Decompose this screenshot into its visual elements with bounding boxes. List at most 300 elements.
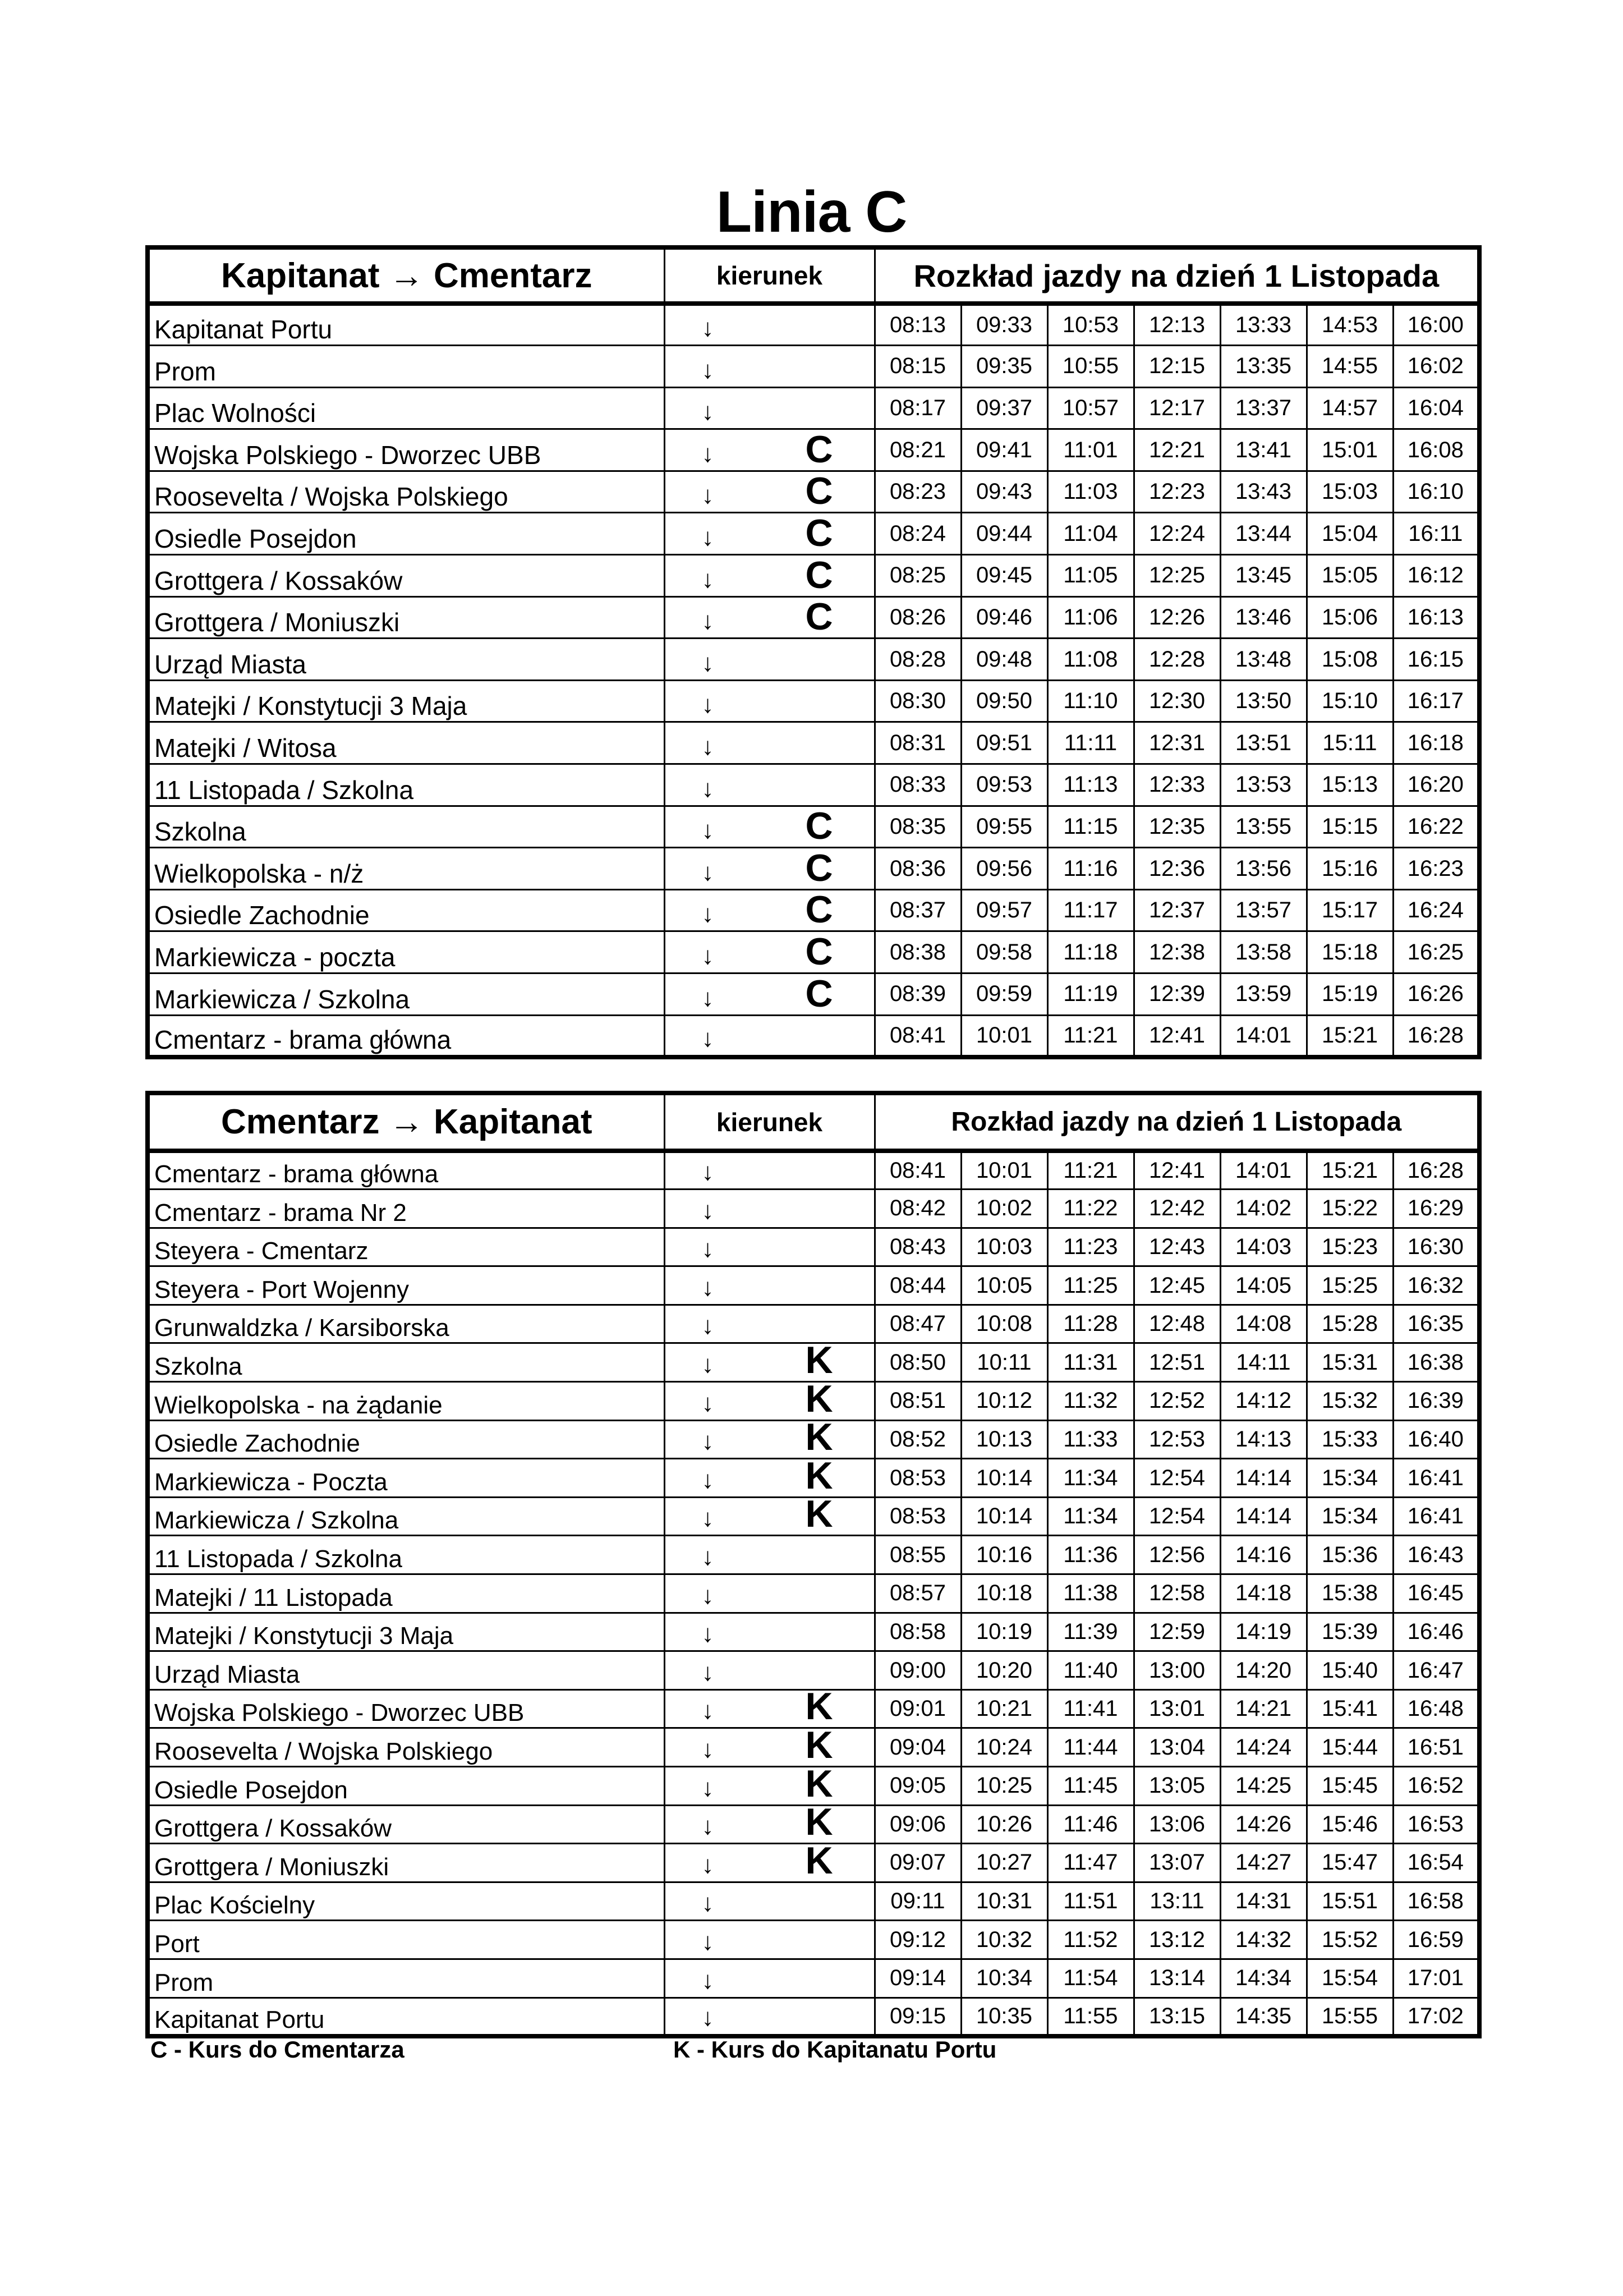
direction-cell [664, 1728, 875, 1767]
departure-time: 13:53 [1220, 764, 1307, 806]
departure-time: 10:14 [961, 1497, 1047, 1536]
departure-time: 13:59 [1220, 973, 1307, 1016]
departure-time: 16:59 [1393, 1921, 1479, 1959]
departure-time: 14:55 [1307, 346, 1393, 388]
departure-time: 15:22 [1307, 1190, 1393, 1228]
departure-time: 10:25 [961, 1767, 1047, 1806]
departure-time: 16:20 [1393, 764, 1479, 806]
departure-time: 11:19 [1047, 973, 1134, 1016]
arrow-down-icon: ↓ [701, 1774, 714, 1802]
departure-time: 14:14 [1220, 1459, 1307, 1498]
stop-row [148, 1844, 1479, 1882]
departure-time: 10:32 [961, 1921, 1047, 1959]
departure-time: 11:21 [1047, 1151, 1134, 1190]
departure-time: 15:21 [1307, 1015, 1393, 1057]
departure-time: 11:34 [1047, 1497, 1134, 1536]
departure-time: 13:33 [1220, 304, 1307, 346]
departure-time: 09:07 [875, 1844, 961, 1882]
direction-cell [664, 1651, 875, 1690]
departure-time: 09:15 [875, 1997, 961, 2036]
departure-time: 10:12 [961, 1382, 1047, 1421]
departure-time: 11:40 [1047, 1651, 1134, 1690]
stop-name: Grottgera / Kossaków [148, 1805, 664, 1844]
departure-time: 10:11 [961, 1343, 1047, 1382]
timetable-cmentarz-to-kapitanat [145, 1091, 1482, 2038]
departure-time: 14:27 [1220, 1844, 1307, 1882]
stop-row [148, 1805, 1479, 1844]
departure-time: 12:54 [1134, 1497, 1220, 1536]
stop-row [148, 680, 1479, 722]
departure-time: 08:28 [875, 639, 961, 681]
departure-time: 15:54 [1307, 1959, 1393, 1997]
route-mark: C [805, 554, 833, 596]
departure-time: 11:38 [1047, 1574, 1134, 1613]
departure-time: 12:58 [1134, 1574, 1220, 1613]
stop-row [148, 639, 1479, 681]
stop-name: Prom [148, 346, 664, 388]
departure-time: 16:11 [1393, 513, 1479, 555]
schedule-header: Rozkład jazdy na dzień 1 Listopada [875, 1093, 1479, 1151]
departure-time: 15:01 [1307, 429, 1393, 471]
departure-time: 13:07 [1134, 1844, 1220, 1882]
departure-time: 15:16 [1307, 848, 1393, 890]
direction-cell [664, 304, 875, 346]
departure-time: 12:33 [1134, 764, 1220, 806]
departure-time: 13:43 [1220, 471, 1307, 513]
departure-time: 16:45 [1393, 1574, 1479, 1613]
departure-time: 12:41 [1134, 1151, 1220, 1190]
departure-time: 15:45 [1307, 1767, 1393, 1806]
arrow-down-icon: ↓ [701, 942, 714, 970]
route-mark: C [805, 889, 833, 931]
route-header: Cmentarz → Kapitanat [148, 1093, 664, 1151]
direction-cell [664, 639, 875, 681]
table-header-row [148, 247, 1479, 304]
departure-time: 12:26 [1134, 596, 1220, 639]
stop-name: Grottgera / Kossaków [148, 555, 664, 597]
departure-time: 08:53 [875, 1497, 961, 1536]
departure-time: 10:08 [961, 1305, 1047, 1343]
stop-row [148, 764, 1479, 806]
direction-cell [664, 1343, 875, 1382]
schedule-header: Rozkład jazdy na dzień 1 Listopada [875, 247, 1479, 304]
direction-cell [664, 1921, 875, 1959]
stop-row [148, 806, 1479, 848]
stop-row [148, 1305, 1479, 1343]
departure-time: 12:21 [1134, 429, 1220, 471]
stop-row [148, 1382, 1479, 1421]
departure-time: 16:48 [1393, 1689, 1479, 1728]
departure-time: 14:26 [1220, 1805, 1307, 1844]
departure-time: 08:23 [875, 471, 961, 513]
stop-row [148, 1459, 1479, 1498]
departure-time: 11:16 [1047, 848, 1134, 890]
departure-time: 16:38 [1393, 1343, 1479, 1382]
departure-time: 15:31 [1307, 1343, 1393, 1382]
departure-time: 15:25 [1307, 1266, 1393, 1305]
arrow-down-icon: ↓ [701, 439, 714, 467]
direction-cell [664, 346, 875, 388]
stop-name: Cmentarz - brama Nr 2 [148, 1190, 664, 1228]
stop-row [148, 429, 1479, 471]
departure-time: 11:45 [1047, 1767, 1134, 1806]
departure-time: 12:28 [1134, 639, 1220, 681]
departure-time: 16:46 [1393, 1613, 1479, 1651]
arrow-down-icon: ↓ [701, 398, 714, 426]
departure-time: 15:33 [1307, 1420, 1393, 1459]
departure-time: 08:33 [875, 764, 961, 806]
departure-time: 11:06 [1047, 596, 1134, 639]
departure-time: 15:47 [1307, 1844, 1393, 1882]
departure-time: 16:02 [1393, 346, 1479, 388]
departure-time: 13:48 [1220, 639, 1307, 681]
route-mark: C [805, 471, 833, 513]
stop-name: Wojska Polskiego - Dworzec UBB [148, 1689, 664, 1728]
route-mark: K [805, 1766, 833, 1805]
departure-time: 13:55 [1220, 806, 1307, 848]
departure-time: 08:38 [875, 931, 961, 973]
stop-row [148, 1343, 1479, 1382]
departure-time: 14:03 [1220, 1228, 1307, 1266]
departure-time: 16:30 [1393, 1228, 1479, 1266]
departure-time: 12:48 [1134, 1305, 1220, 1343]
departure-time: 08:30 [875, 680, 961, 722]
departure-time: 15:52 [1307, 1921, 1393, 1959]
departure-time: 16:52 [1393, 1767, 1479, 1806]
departure-time: 09:33 [961, 304, 1047, 346]
departure-time: 08:51 [875, 1382, 961, 1421]
departure-time: 10:01 [961, 1151, 1047, 1190]
departure-time: 16:15 [1393, 639, 1479, 681]
departure-time: 15:15 [1307, 806, 1393, 848]
route-mark: C [805, 847, 833, 889]
departure-time: 08:37 [875, 889, 961, 931]
departure-time: 08:24 [875, 513, 961, 555]
departure-time: 14:32 [1220, 1921, 1307, 1959]
route-mark: K [805, 1343, 833, 1382]
departure-time: 11:11 [1047, 722, 1134, 764]
departure-time: 11:15 [1047, 806, 1134, 848]
departure-time: 10:24 [961, 1728, 1047, 1767]
arrow-down-icon: ↓ [701, 1850, 714, 1879]
departure-time: 12:13 [1134, 304, 1220, 346]
direction-cell [664, 1497, 875, 1536]
departure-time: 15:19 [1307, 973, 1393, 1016]
departure-time: 16:40 [1393, 1420, 1479, 1459]
arrow-down-icon: ↓ [701, 900, 714, 928]
departure-time: 15:28 [1307, 1305, 1393, 1343]
departure-time: 11:55 [1047, 1997, 1134, 2036]
stop-row [148, 387, 1479, 429]
direction-cell [664, 1613, 875, 1651]
departure-time: 12:42 [1134, 1190, 1220, 1228]
departure-time: 16:25 [1393, 931, 1479, 973]
direction-header: kierunek [664, 247, 875, 304]
legend-c-kurs-do-cmentarza: C - Kurs do Cmentarza [150, 2036, 404, 2063]
departure-time: 10:16 [961, 1536, 1047, 1574]
arrow-down-icon: ↓ [701, 858, 714, 886]
departure-time: 11:13 [1047, 764, 1134, 806]
departure-time: 11:04 [1047, 513, 1134, 555]
stop-row [148, 1420, 1479, 1459]
departure-time: 09:11 [875, 1882, 961, 1921]
departure-time: 08:35 [875, 806, 961, 848]
departure-time: 10:03 [961, 1228, 1047, 1266]
departure-time: 08:47 [875, 1305, 961, 1343]
arrow-down-icon: ↓ [701, 481, 714, 509]
departure-time: 16:58 [1393, 1882, 1479, 1921]
direction-cell [664, 1805, 875, 1844]
departure-time: 13:50 [1220, 680, 1307, 722]
arrow-down-icon: ↓ [701, 1427, 714, 1455]
departure-time: 13:58 [1220, 931, 1307, 973]
departure-time: 10:31 [961, 1882, 1047, 1921]
departure-time: 13:35 [1220, 346, 1307, 388]
departure-time: 14:01 [1220, 1015, 1307, 1057]
departure-time: 10:14 [961, 1459, 1047, 1498]
direction-cell [664, 387, 875, 429]
departure-time: 11:18 [1047, 931, 1134, 973]
route-mark: C [805, 973, 833, 1015]
departure-time: 16:28 [1393, 1015, 1479, 1057]
departure-time: 11:01 [1047, 429, 1134, 471]
departure-time: 13:37 [1220, 387, 1307, 429]
departure-time: 16:32 [1393, 1266, 1479, 1305]
departure-time: 15:18 [1307, 931, 1393, 973]
departure-time: 14:21 [1220, 1689, 1307, 1728]
departure-time: 12:43 [1134, 1228, 1220, 1266]
departure-time: 11:08 [1047, 639, 1134, 681]
route-header: Kapitanat → Cmentarz [148, 247, 664, 304]
legend-k-kurs-do-kapitanatu: K - Kurs do Kapitanatu Portu [673, 2036, 997, 2063]
departure-time: 09:44 [961, 513, 1047, 555]
departure-time: 10:20 [961, 1651, 1047, 1690]
stop-name: Kapitanat Portu [148, 1997, 664, 2036]
direction-cell [664, 806, 875, 848]
arrow-down-icon: ↓ [701, 1312, 714, 1340]
arrow-down-icon: ↓ [701, 984, 714, 1012]
departure-time: 08:57 [875, 1574, 961, 1613]
departure-time: 16:24 [1393, 889, 1479, 931]
departure-time: 16:39 [1393, 1382, 1479, 1421]
departure-time: 13:05 [1134, 1767, 1220, 1806]
arrow-down-icon: ↓ [701, 1543, 714, 1571]
stop-row [148, 304, 1479, 346]
stop-name: Plac Kościelny [148, 1882, 664, 1921]
departure-time: 08:41 [875, 1015, 961, 1057]
stop-name: Grottgera / Moniuszki [148, 596, 664, 639]
stop-name: Matejki / Witosa [148, 722, 664, 764]
departure-time: 09:55 [961, 806, 1047, 848]
stop-name: Osiedle Zachodnie [148, 889, 664, 931]
departure-time: 11:51 [1047, 1882, 1134, 1921]
departure-time: 10:27 [961, 1844, 1047, 1882]
departure-time: 15:36 [1307, 1536, 1393, 1574]
departure-time: 14:05 [1220, 1266, 1307, 1305]
departure-time: 12:37 [1134, 889, 1220, 931]
departure-time: 09:48 [961, 639, 1047, 681]
departure-time: 11:17 [1047, 889, 1134, 931]
departure-time: 11:10 [1047, 680, 1134, 722]
departure-time: 16:29 [1393, 1190, 1479, 1228]
departure-time: 10:13 [961, 1420, 1047, 1459]
route-mark: K [805, 1497, 833, 1536]
arrow-down-icon: ↓ [701, 1620, 714, 1648]
departure-time: 13:00 [1134, 1651, 1220, 1690]
departure-time: 15:10 [1307, 680, 1393, 722]
direction-cell [664, 429, 875, 471]
departure-time: 12:35 [1134, 806, 1220, 848]
stop-row [148, 1190, 1479, 1228]
departure-time: 09:04 [875, 1728, 961, 1767]
departure-time: 15:17 [1307, 889, 1393, 931]
departure-time: 14:25 [1220, 1767, 1307, 1806]
direction-cell [664, 1015, 875, 1057]
departure-time: 15:11 [1307, 722, 1393, 764]
departure-time: 08:55 [875, 1536, 961, 1574]
direction-cell [664, 1882, 875, 1921]
departure-time: 16:41 [1393, 1497, 1479, 1536]
arrow-down-icon: ↓ [701, 1927, 714, 1955]
departure-time: 14:18 [1220, 1574, 1307, 1613]
direction-cell [664, 1997, 875, 2036]
arrow-down-icon: ↓ [701, 1024, 714, 1052]
departure-time: 08:50 [875, 1343, 961, 1382]
departure-time: 12:41 [1134, 1015, 1220, 1057]
departure-time: 09:35 [961, 346, 1047, 388]
stop-row [148, 1767, 1479, 1806]
stop-row [148, 596, 1479, 639]
arrow-down-icon: ↓ [701, 649, 714, 677]
stop-name: Matejki / Konstytucji 3 Maja [148, 1613, 664, 1651]
route-mark: K [805, 1381, 833, 1420]
departure-time: 10:55 [1047, 346, 1134, 388]
departure-time: 08:44 [875, 1266, 961, 1305]
departure-time: 11:54 [1047, 1959, 1134, 1997]
departure-time: 11:22 [1047, 1190, 1134, 1228]
departure-time: 12:17 [1134, 387, 1220, 429]
route-mark: C [805, 512, 833, 555]
departure-time: 12:25 [1134, 555, 1220, 597]
stop-row [148, 1921, 1479, 1959]
direction-cell [664, 1459, 875, 1498]
departure-time: 16:47 [1393, 1651, 1479, 1690]
departure-time: 08:26 [875, 596, 961, 639]
departure-time: 11:36 [1047, 1536, 1134, 1574]
stop-name: Roosevelta / Wojska Polskiego [148, 1728, 664, 1767]
departure-time: 09:01 [875, 1689, 961, 1728]
departure-time: 09:45 [961, 555, 1047, 597]
arrow-down-icon: ↓ [701, 1812, 714, 1840]
departure-time: 16:43 [1393, 1536, 1479, 1574]
departure-time: 15:40 [1307, 1651, 1393, 1690]
departure-time: 13:44 [1220, 513, 1307, 555]
arrow-down-icon: ↓ [701, 565, 714, 593]
departure-time: 16:51 [1393, 1728, 1479, 1767]
stop-name: Cmentarz - brama główna [148, 1015, 664, 1057]
route-mark: K [805, 1420, 833, 1459]
direction-cell [664, 680, 875, 722]
stop-name: Osiedle Posejdon [148, 1767, 664, 1806]
departure-time: 16:26 [1393, 973, 1479, 1016]
departure-time: 10:21 [961, 1689, 1047, 1728]
departure-time: 14:11 [1220, 1343, 1307, 1382]
route-mark: C [805, 429, 833, 471]
arrow-down-icon: ↓ [701, 524, 714, 552]
stop-row [148, 1882, 1479, 1921]
departure-time: 13:04 [1134, 1728, 1220, 1767]
departure-time: 11:46 [1047, 1805, 1134, 1844]
arrow-down-icon: ↓ [701, 356, 714, 384]
departure-time: 12:53 [1134, 1420, 1220, 1459]
direction-cell [664, 889, 875, 931]
stop-name: Kapitanat Portu [148, 304, 664, 346]
stop-row [148, 973, 1479, 1016]
departure-time: 16:10 [1393, 471, 1479, 513]
departure-time: 14:14 [1220, 1497, 1307, 1536]
arrow-down-icon: ↓ [701, 691, 714, 719]
arrow-down-icon: ↓ [701, 1273, 714, 1301]
departure-time: 12:36 [1134, 848, 1220, 890]
direction-cell [664, 1228, 875, 1266]
stop-name: Markiewicza / Szkolna [148, 973, 664, 1016]
departure-time: 13:01 [1134, 1689, 1220, 1728]
departure-time: 10:34 [961, 1959, 1047, 1997]
departure-time: 09:06 [875, 1805, 961, 1844]
arrow-down-icon: ↓ [701, 607, 714, 635]
departure-time: 11:44 [1047, 1728, 1134, 1767]
stop-name: Grottgera / Moniuszki [148, 1844, 664, 1882]
departure-time: 11:28 [1047, 1305, 1134, 1343]
arrow-down-icon: ↓ [701, 733, 714, 761]
departure-time: 10:02 [961, 1190, 1047, 1228]
departure-time: 09:53 [961, 764, 1047, 806]
departure-time: 14:35 [1220, 1997, 1307, 2036]
stop-row [148, 555, 1479, 597]
departure-time: 08:41 [875, 1151, 961, 1190]
departure-time: 14:53 [1307, 304, 1393, 346]
stop-row [148, 1728, 1479, 1767]
departure-time: 13:45 [1220, 555, 1307, 597]
departure-time: 15:55 [1307, 1997, 1393, 2036]
timetable-kapitanat-to-cmentarz [145, 245, 1482, 1059]
departure-time: 13:51 [1220, 722, 1307, 764]
departure-time: 09:46 [961, 596, 1047, 639]
departure-time: 15:39 [1307, 1613, 1393, 1651]
direction-cell [664, 1767, 875, 1806]
departure-time: 08:53 [875, 1459, 961, 1498]
departure-time: 17:01 [1393, 1959, 1479, 1997]
stop-row [148, 931, 1479, 973]
route-mark: C [805, 931, 833, 973]
direction-cell [664, 596, 875, 639]
departure-time: 09:51 [961, 722, 1047, 764]
departure-time: 11:31 [1047, 1343, 1134, 1382]
arrow-down-icon: ↓ [701, 1735, 714, 1763]
stop-row [148, 1959, 1479, 1997]
departure-time: 13:12 [1134, 1921, 1220, 1959]
departure-time: 16:12 [1393, 555, 1479, 597]
table-header-row [148, 1093, 1479, 1151]
direction-cell [664, 513, 875, 555]
departure-time: 08:36 [875, 848, 961, 890]
arrow-down-icon: ↓ [701, 1235, 714, 1263]
direction-cell [664, 555, 875, 597]
stop-row [148, 889, 1479, 931]
departure-time: 15:04 [1307, 513, 1393, 555]
departure-time: 10:19 [961, 1613, 1047, 1651]
stop-name: Markiewicza / Szkolna [148, 1497, 664, 1536]
